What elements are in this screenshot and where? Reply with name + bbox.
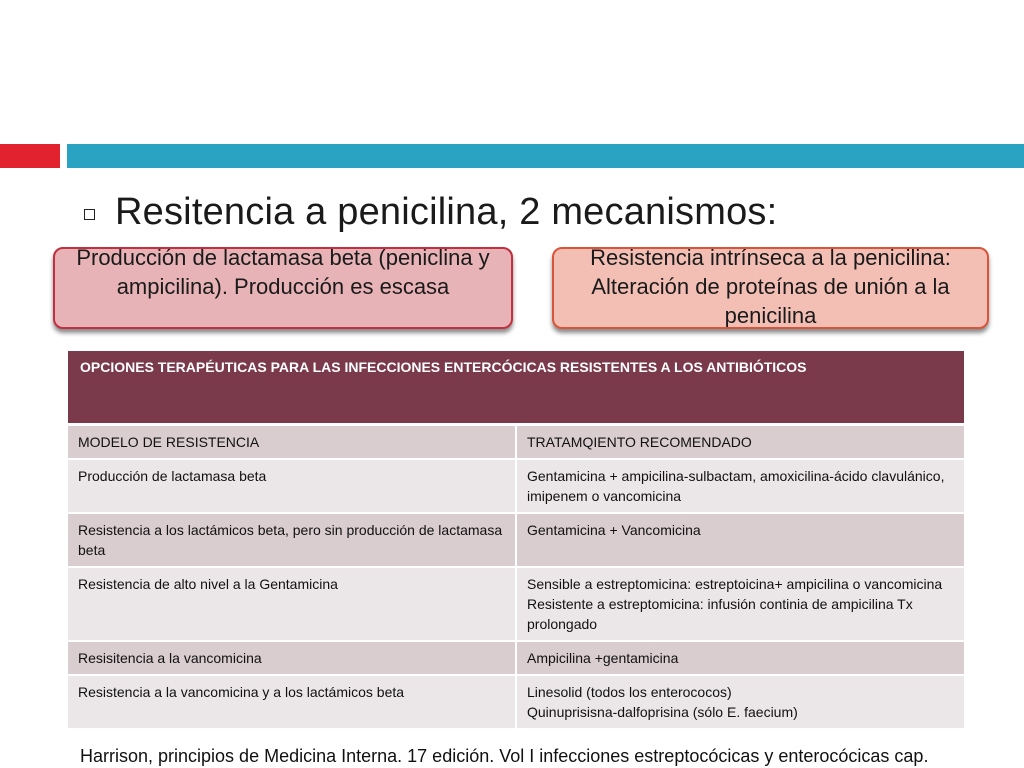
resistance-cell: Producción de lactamasa beta bbox=[68, 459, 516, 513]
treatment-cell: Gentamicina + ampicilina-sulbactam, amoxicilina-ácido clavulánico, imipenem o vancomicina bbox=[516, 459, 964, 513]
mechanism-left-text: Producción de lactamasa beta (peniclina y ampicilina). Producción es escasa bbox=[76, 247, 490, 299]
mechanism-box-left bbox=[53, 247, 513, 329]
resistance-cell: Resistencia a los lactámicos beta, pero sin producción de lactamasa beta bbox=[68, 513, 516, 567]
heading-text: Resitencia a penicilina, 2 mecanismos: bbox=[115, 190, 778, 233]
hollow-square-bullet-icon bbox=[84, 209, 95, 220]
resistance-cell: Resistencia de alto nivel a la Gentamicina bbox=[68, 567, 516, 641]
treatment-table bbox=[68, 351, 964, 730]
table-row bbox=[68, 641, 964, 675]
column-header-model: MODELO DE RESISTENCIA bbox=[68, 424, 516, 459]
resistance-cell: Resisitencia a la vancomicina bbox=[68, 641, 516, 675]
table-row bbox=[68, 513, 964, 567]
resistance-cell: Resistencia a la vancomicina y a los lactámicos beta bbox=[68, 675, 516, 729]
treatment-cell: Gentamicina + Vancomicina bbox=[516, 513, 964, 567]
treatment-cell: Linesolid (todos los enterococos) Quinuprisisna-dalfoprisina (sólo E. faecium) bbox=[516, 675, 964, 729]
mechanism-box-right bbox=[552, 247, 989, 329]
mechanism-right-text: Resistencia intrínseca a la penicilina: Alteración de proteínas de unión a la penicilina bbox=[590, 247, 951, 328]
table-row bbox=[68, 459, 964, 513]
accent-bar-blue bbox=[67, 144, 1024, 168]
table-title-row bbox=[68, 351, 964, 424]
table-row bbox=[68, 675, 964, 729]
table-title: OPCIONES TERAPÉUTICAS PARA LAS INFECCIONES ENTERCÓCICAS RESISTENTES A LOS ANTIBIÓTICOS bbox=[68, 351, 964, 424]
treatment-cell: Ampicilina +gentamicina bbox=[516, 641, 964, 675]
table-row bbox=[68, 567, 964, 641]
accent-bar-red bbox=[0, 144, 60, 168]
slide-heading bbox=[84, 184, 984, 240]
column-header-treatment: TRATAMQIENTO RECOMENDADO bbox=[516, 424, 964, 459]
treatment-cell: Sensible a estreptomicina: estreptoicina+ ampicilina o vancomicina Resistente a estreptomicina: infusión continia de ampicilina Tx prolongado bbox=[516, 567, 964, 641]
citation-footer: Harrison, principios de Medicina Interna. 17 edición. Vol I infecciones estreptocócicas y enterocócicas cap. bbox=[80, 746, 929, 766]
table-header-row bbox=[68, 424, 964, 459]
